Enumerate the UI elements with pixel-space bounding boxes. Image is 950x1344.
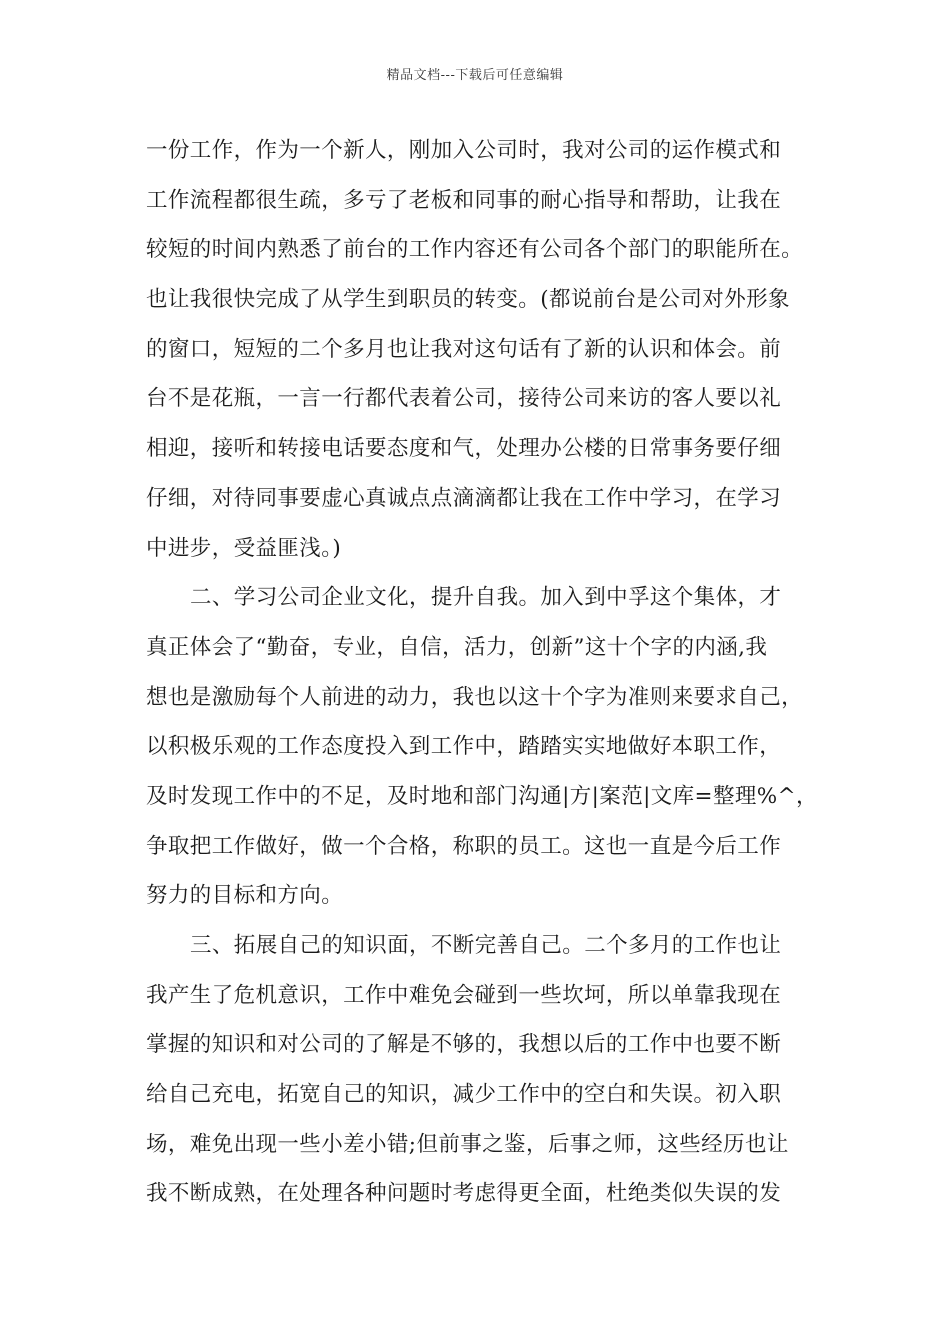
text-line: 也让我很快完成了从学生到职员的转变。(都说前台是公司对外形象 — [146, 287, 790, 313]
text-line: 三、拓展自己的知识面，不断完善自己。二个多月的工作也让 — [190, 933, 782, 958]
text-line: 场，难免出现一些小差小错;但前事之鉴，后事之师，这些经历也让 — [146, 1131, 789, 1157]
text-line: 仔细，对待同事要虚心真诚点点滴滴都让我在工作中学习，在学习 — [146, 485, 782, 511]
text-line: 我不断成熟，在处理各种问题时考虑得更全面，杜绝类似失误的发 — [146, 1181, 782, 1207]
page-header: 精品文档---下载后可任意编辑 — [386, 68, 564, 83]
text-line: 真正体会了“勤奋，专业，自信，活力，创新”这十个字的内涵,我 — [146, 634, 768, 660]
text-line: 给自己充电，拓宽自己的知识，减少工作中的空白和失误。初入职 — [146, 1082, 782, 1108]
text-line: 掌握的知识和对公司的了解是不够的，我想以后的工作中也要不断 — [146, 1032, 782, 1058]
text-line: 争取把工作做好，做一个合格，称职的员工。这也一直是今后工作 — [146, 833, 782, 859]
text-line: 想也是激励每个人前进的动力，我也以这十个字为准则来要求自己， — [146, 684, 804, 710]
text-line: 较短的时间内熟悉了前台的工作内容还有公司各个部门的职能所在。 — [146, 237, 804, 263]
text-line: 二、学习公司企业文化，提升自我。加入到中孚这个集体，才 — [190, 585, 782, 611]
text-line: 及时发现工作中的不足，及时地和部门沟通|方|案范|文库=整理%^， — [146, 783, 818, 809]
text-line: 的窗口，短短的二个多月也让我对这句话有了新的认识和体会。前 — [146, 336, 782, 362]
text-line: 台不是花瓶，一言一行都代表着公司，接待公司来访的客人要以礼 — [146, 386, 782, 412]
text-line: 努力的目标和方向。 — [146, 883, 344, 909]
text-line: 以积极乐观的工作态度投入到工作中，踏踏实实地做好本职工作， — [146, 734, 782, 760]
text-line: 工作流程都很生疏，多亏了老板和同事的耐心指导和帮助，让我在 — [146, 187, 782, 213]
text-line: 中进步，受益匪浅。) — [146, 535, 342, 561]
text-line: 相迎，接听和转接电话要态度和气，处理办公楼的日常事务要仔细 — [146, 436, 782, 462]
document-body — [146, 126, 826, 1219]
text-line: 我产生了危机意识，工作中难免会碰到一些坎坷，所以单靠我现在 — [146, 982, 782, 1008]
text-line: 一份工作，作为一个新人，刚加入公司时，我对公司的运作模式和 — [146, 138, 782, 163]
